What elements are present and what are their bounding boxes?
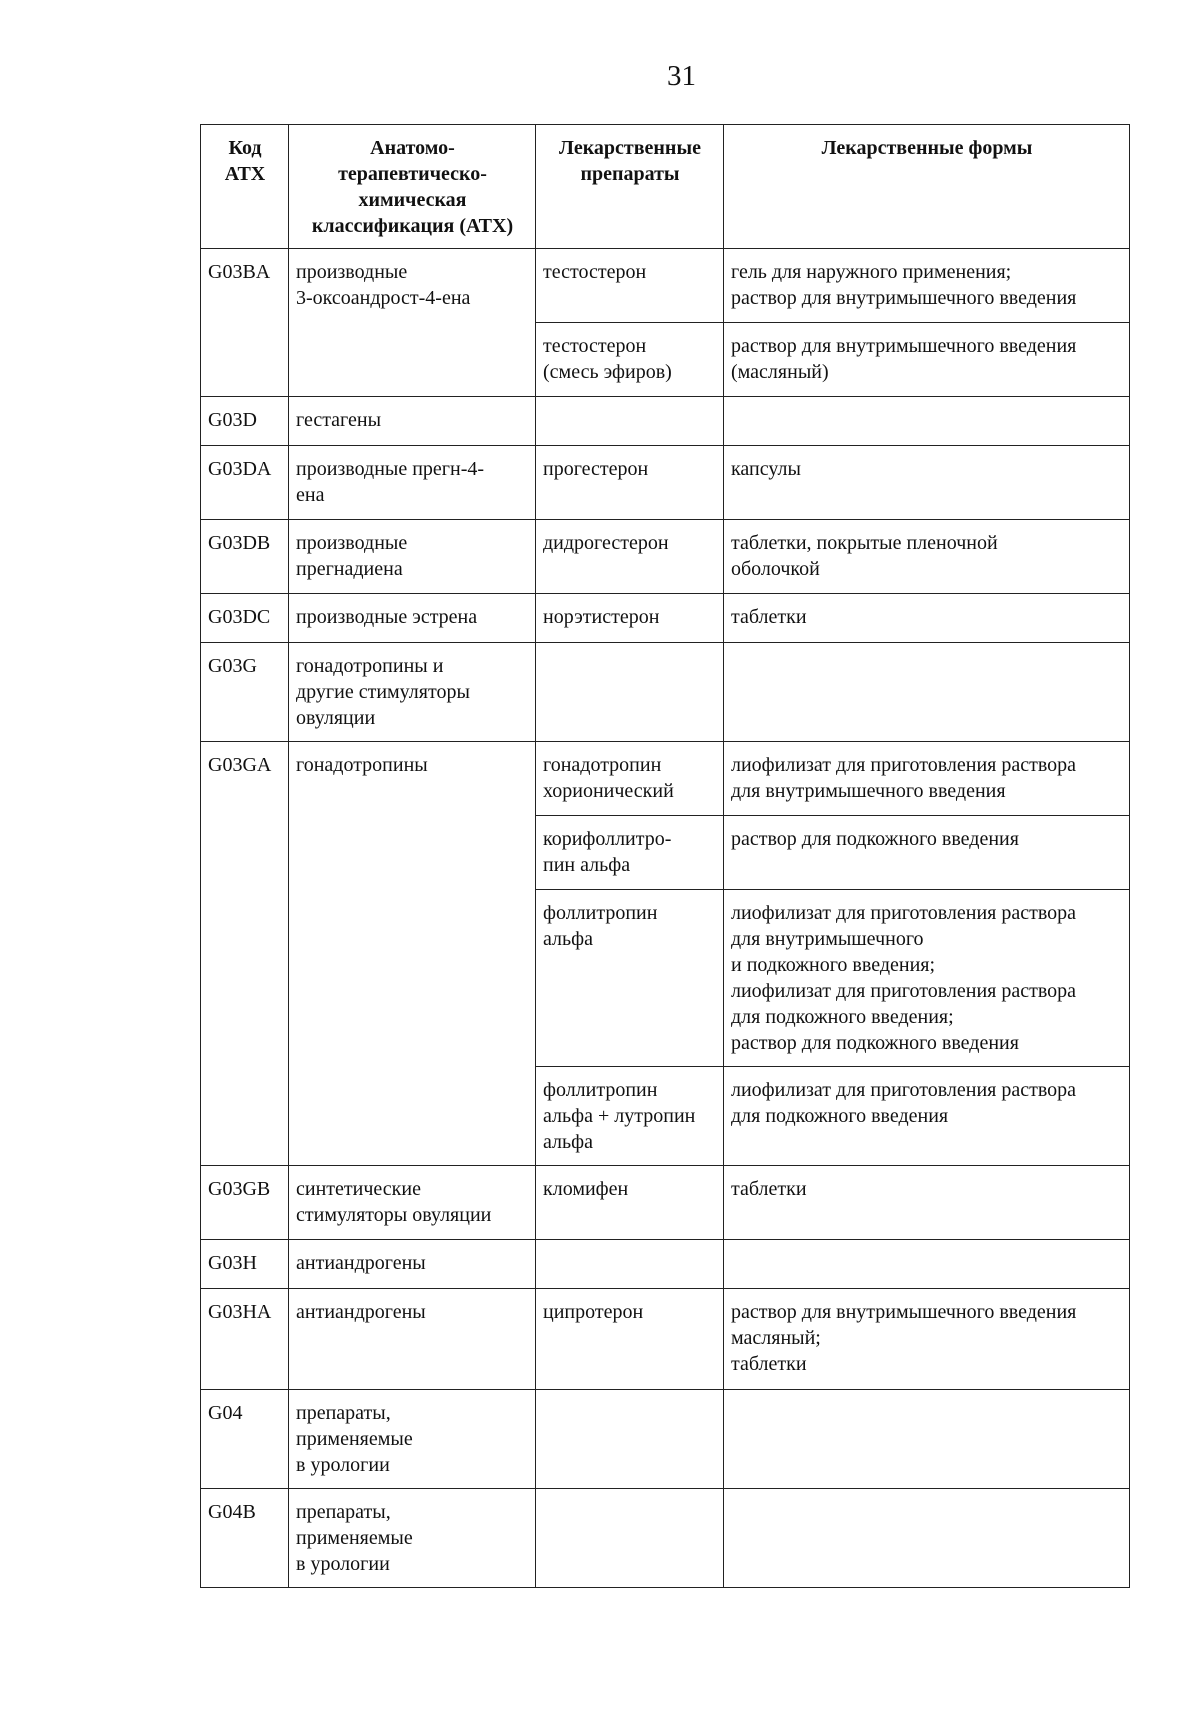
cell-code: G03HA [201,1289,289,1390]
table-row [201,643,1130,742]
cell-code: G03DA [201,446,289,520]
header-classification: Анатомо- терапевтическо- химическая классификация (АТХ) [289,125,536,249]
table-row [201,446,1130,520]
cell-drug [536,1489,724,1588]
table-row [201,1489,1130,1588]
header-forms: Лекарственные формы [724,125,1130,249]
table-row [201,397,1130,446]
table-row [201,1166,1130,1240]
cell-code: G03BA [201,249,289,397]
cell-form: раствор для внутримышечного введения масляный; таблетки [724,1289,1130,1390]
cell-drug: гонадотропин хорионический [536,742,724,816]
cell-classification: производные прегн-4- ена [289,446,536,520]
cell-classification: производные прегнадиена [289,520,536,594]
cell-code: G03GB [201,1166,289,1240]
cell-form [724,1489,1130,1588]
table-row [201,1240,1130,1289]
cell-classification: препараты, применяемые в урологии [289,1390,536,1489]
header-code: Код АТХ [201,125,289,249]
cell-form [724,397,1130,446]
atx-table [200,124,1130,1588]
cell-classification: гонадотропины и другие стимуляторы овуляции [289,643,536,742]
cell-form [724,643,1130,742]
header-drugs: Лекарственные препараты [536,125,724,249]
cell-drug [536,1240,724,1289]
cell-form: гель для наружного применения; раствор для внутримышечного введения [724,249,1130,323]
cell-form: капсулы [724,446,1130,520]
cell-code: G03D [201,397,289,446]
cell-drug: фоллитропин альфа [536,890,724,1067]
cell-drug [536,397,724,446]
cell-drug: фоллитропин альфа + лутропин альфа [536,1067,724,1166]
cell-drug: кломифен [536,1166,724,1240]
cell-code: G03DC [201,594,289,643]
cell-form: лиофилизат для приготовления раствора для внутримышечного введения [724,742,1130,816]
table-row [201,1289,1130,1390]
cell-drug: ципротерон [536,1289,724,1390]
cell-drug: норэтистерон [536,594,724,643]
cell-form: лиофилизат для приготовления раствора для подкожного введения [724,1067,1130,1166]
table-row [201,594,1130,643]
cell-classification: синтетические стимуляторы овуляции [289,1166,536,1240]
cell-code: G03DB [201,520,289,594]
cell-classification: гестагены [289,397,536,446]
cell-drug [536,1390,724,1489]
cell-form: лиофилизат для приготовления раствора для внутримышечного и подкожного введения; лиофилизат для приготовления раствора для подкожного введения; раствор для подкожного введения [724,890,1130,1067]
cell-form: раствор для подкожного введения [724,816,1130,890]
table-row [201,520,1130,594]
cell-drug [536,643,724,742]
cell-form [724,1240,1130,1289]
cell-classification: антиандрогены [289,1289,536,1390]
cell-classification: антиандрогены [289,1240,536,1289]
cell-classification: препараты, применяемые в урологии [289,1489,536,1588]
cell-classification: гонадотропины [289,742,536,1166]
cell-form: таблетки [724,594,1130,643]
cell-code: G03G [201,643,289,742]
cell-code: G03GA [201,742,289,1166]
table-row [201,249,1130,323]
cell-form [724,1390,1130,1489]
cell-drug: корифоллитро- пин альфа [536,816,724,890]
cell-code: G03H [201,1240,289,1289]
cell-form: раствор для внутримышечного введения (масляный) [724,323,1130,397]
cell-form: таблетки, покрытые пленочной оболочкой [724,520,1130,594]
table-row [201,742,1130,816]
cell-drug: дидрогестерон [536,520,724,594]
cell-form: таблетки [724,1166,1130,1240]
page-number: 31 [667,60,696,92]
table-row [201,1390,1130,1489]
cell-classification: производные эстрена [289,594,536,643]
table-header-row [201,125,1130,249]
cell-code: G04B [201,1489,289,1588]
cell-code: G04 [201,1390,289,1489]
cell-drug: тестостерон [536,249,724,323]
cell-classification: производные 3-оксоандрост-4-ена [289,249,536,397]
cell-drug: тестостерон (смесь эфиров) [536,323,724,397]
cell-drug: прогестерон [536,446,724,520]
